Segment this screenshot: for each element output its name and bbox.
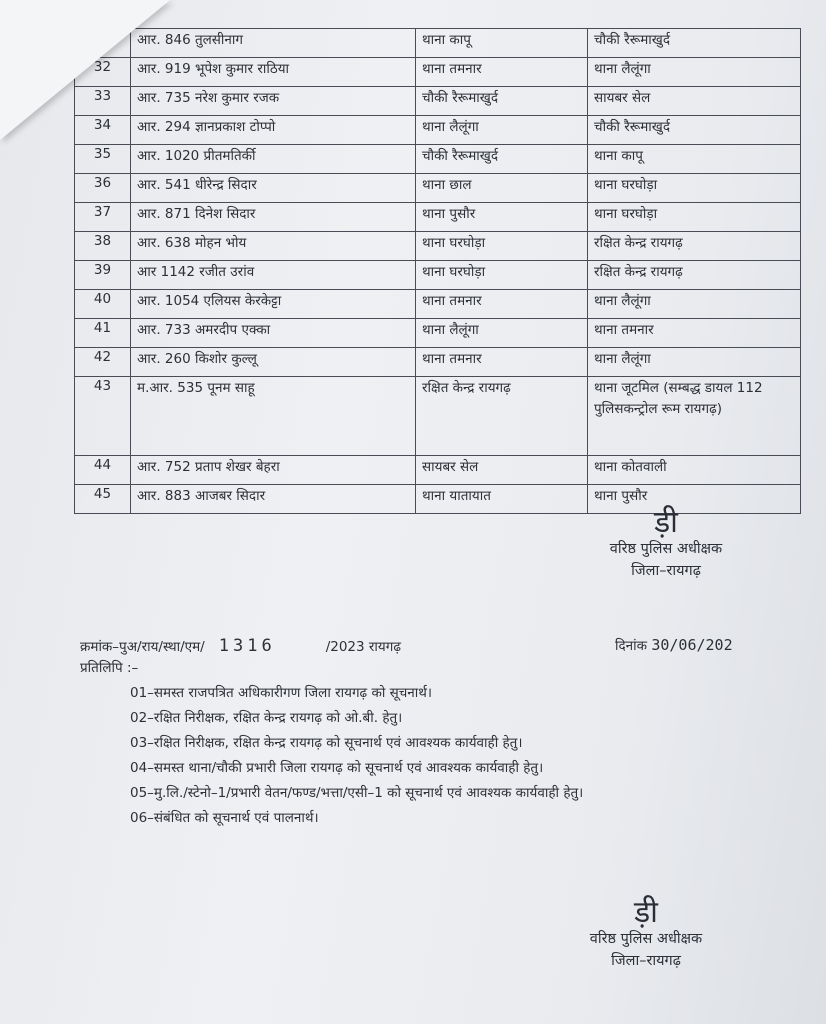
employee-name-cell: आर. 260 किशोर कुल्लू	[131, 348, 416, 377]
serial-number-cell: 45	[75, 485, 131, 514]
table-row	[75, 116, 801, 145]
copy-item: 05–मु.लि./स्टेनो–1/प्रभारी वेतन/फण्ड/भत्ता/एसी–1 को सूचनार्थ एवं आवश्यक कार्यवाही हेतु।	[130, 785, 584, 801]
copy-item: 01–समस्त राजपत्रित अधिकारीगण जिला रायगढ़ को सूचनार्थ।	[130, 685, 433, 701]
new-posting-cell: रक्षित केन्द्र रायगढ़	[588, 232, 801, 261]
current-posting-cell: थाना कापू	[416, 29, 588, 58]
new-posting-cell: सायबर सेल	[588, 87, 801, 116]
table-row	[75, 203, 801, 232]
employee-name-cell: आर. 1054 एलियस केरकेट्टा	[131, 290, 416, 319]
current-posting-cell: थाना पुसौर	[416, 203, 588, 232]
table-row	[75, 29, 801, 58]
new-posting-cell: थाना पुसौर	[588, 485, 801, 514]
current-posting-cell: थाना यातायात	[416, 485, 588, 514]
employee-name-cell: आर. 1020 प्रीतमतिर्की	[131, 145, 416, 174]
current-posting-cell: थाना तमनार	[416, 348, 588, 377]
signatory-district: जिला–रायगढ़	[631, 563, 701, 579]
current-posting-cell: रक्षित केन्द्र रायगढ़	[416, 377, 588, 456]
new-posting-cell: रक्षित केन्द्र रायगढ़	[588, 261, 801, 290]
copy-item: 06–संबंधित को सूचनार्थ एवं पालनार्थ।	[130, 810, 319, 826]
reference-date	[615, 636, 733, 654]
reference-number: 1316	[218, 636, 276, 656]
serial-number-cell: 35	[75, 145, 131, 174]
current-posting-cell: चौकी रैरूमाखुर्द	[416, 145, 588, 174]
signature-block-1	[548, 505, 784, 582]
serial-number-cell: 44	[75, 456, 131, 485]
reference-year: /2023 रायगढ़	[325, 639, 401, 655]
current-posting-cell: थाना लैलूंगा	[416, 116, 588, 145]
serial-number-cell: 38	[75, 232, 131, 261]
current-posting-cell: थाना तमनार	[416, 290, 588, 319]
new-posting-cell: थाना जूटमिल (सम्बद्ध डायल 112 पुलिसकन्ट्रोल रूम रायगढ़)	[588, 377, 801, 456]
current-posting-cell: चौकी रैरूमाखुर्द	[416, 87, 588, 116]
new-posting-cell: थाना घरघोड़ा	[588, 174, 801, 203]
serial-number-cell: 39	[75, 261, 131, 290]
employee-name-cell: आर 1142 रजीत उरांव	[131, 261, 416, 290]
current-posting-cell: थाना घरघोड़ा	[416, 261, 588, 290]
transfer-table	[74, 28, 801, 514]
new-posting-cell: थाना कापू	[588, 145, 801, 174]
copy-item: 04–समस्त थाना/चौकी प्रभारी जिला रायगढ़ को सूचनार्थ एवं आवश्यक कार्यवाही हेतु।	[130, 760, 544, 776]
serial-number-cell: 32	[75, 58, 131, 87]
reference-line	[80, 636, 800, 656]
new-posting-cell: चौकी रैरूमाखुर्द	[588, 29, 801, 58]
signature-mark: ड़ी	[654, 505, 678, 540]
copy-list	[130, 682, 790, 832]
employee-name-cell: आर. 638 मोहन भोय	[131, 232, 416, 261]
table-row	[75, 174, 801, 203]
copy-label: प्रतिलिपि :–	[80, 660, 139, 676]
signature-block-2	[528, 895, 764, 972]
table-row	[75, 319, 801, 348]
date-label: दिनांक	[615, 638, 648, 654]
employee-name-cell: आर. 871 दिनेश सिदार	[131, 203, 416, 232]
signatory-district: जिला–रायगढ़	[611, 953, 681, 969]
employee-name-cell: आर. 919 भूपेश कुमार राठिया	[131, 58, 416, 87]
employee-name-cell: आर. 846 तुलसीनाग	[131, 29, 416, 58]
current-posting-cell: थाना घरघोड़ा	[416, 232, 588, 261]
new-posting-cell: थाना कोतवाली	[588, 456, 801, 485]
serial-number-cell: 41	[75, 319, 131, 348]
employee-name-cell: आर. 541 धीरेन्द्र सिदार	[131, 174, 416, 203]
signatory-title: वरिष्ठ पुलिस अधीक्षक	[589, 931, 703, 947]
new-posting-cell: थाना घरघोड़ा	[588, 203, 801, 232]
current-posting-cell: थाना लैलूंगा	[416, 319, 588, 348]
table-row	[75, 232, 801, 261]
serial-number-cell: 37	[75, 203, 131, 232]
current-posting-cell: थाना तमनार	[416, 58, 588, 87]
serial-number-cell: 42	[75, 348, 131, 377]
new-posting-cell: थाना लैलूंगा	[588, 290, 801, 319]
table-row	[75, 145, 801, 174]
copy-item: 03–रक्षित निरीक्षक, रक्षित केन्द्र रायगढ़ को सूचनार्थ एवं आवश्यक कार्यवाही हेतु।	[130, 735, 523, 751]
serial-number-cell: 36	[75, 174, 131, 203]
employee-name-cell: आर. 294 ज्ञानप्रकाश टोप्पो	[131, 116, 416, 145]
table-row	[75, 456, 801, 485]
table-row	[75, 261, 801, 290]
employee-name-cell: आर. 883 आजबर सिदार	[131, 485, 416, 514]
reference-prefix: क्रमांक–पुअ/राय/स्था/एम/	[80, 639, 205, 655]
table-row	[75, 348, 801, 377]
signatory-title: वरिष्ठ पुलिस अधीक्षक	[609, 541, 723, 557]
serial-number-cell: 34	[75, 116, 131, 145]
serial-number-cell: 43	[75, 377, 131, 456]
employee-name-cell: आर. 752 प्रताप शेखर बेहरा	[131, 456, 416, 485]
copy-item: 02–रक्षित निरीक्षक, रक्षित केन्द्र रायगढ़ को ओ.बी. हेतु।	[130, 710, 403, 726]
current-posting-cell: थाना छाल	[416, 174, 588, 203]
folded-corner	[0, 0, 170, 140]
new-posting-cell: थाना लैलूंगा	[588, 348, 801, 377]
current-posting-cell: सायबर सेल	[416, 456, 588, 485]
serial-number-cell: 31	[75, 29, 131, 58]
employee-name-cell: आर. 735 नरेश कुमार रजक	[131, 87, 416, 116]
new-posting-cell: थाना लैलूंगा	[588, 58, 801, 87]
table-row	[75, 290, 801, 319]
table-row	[75, 58, 801, 87]
employee-name-cell: आर. 733 अमरदीप एक्का	[131, 319, 416, 348]
table-row	[75, 87, 801, 116]
employee-name-cell: म.आर. 535 पूनम साहू	[131, 377, 416, 456]
new-posting-cell: थाना तमनार	[588, 319, 801, 348]
new-posting-cell: चौकी रैरूमाखुर्द	[588, 116, 801, 145]
date-value: 30/06/202	[651, 636, 733, 654]
serial-number-cell: 33	[75, 87, 131, 116]
table-row	[75, 377, 801, 456]
serial-number-cell: 40	[75, 290, 131, 319]
signature-mark: ड़ी	[634, 895, 658, 930]
